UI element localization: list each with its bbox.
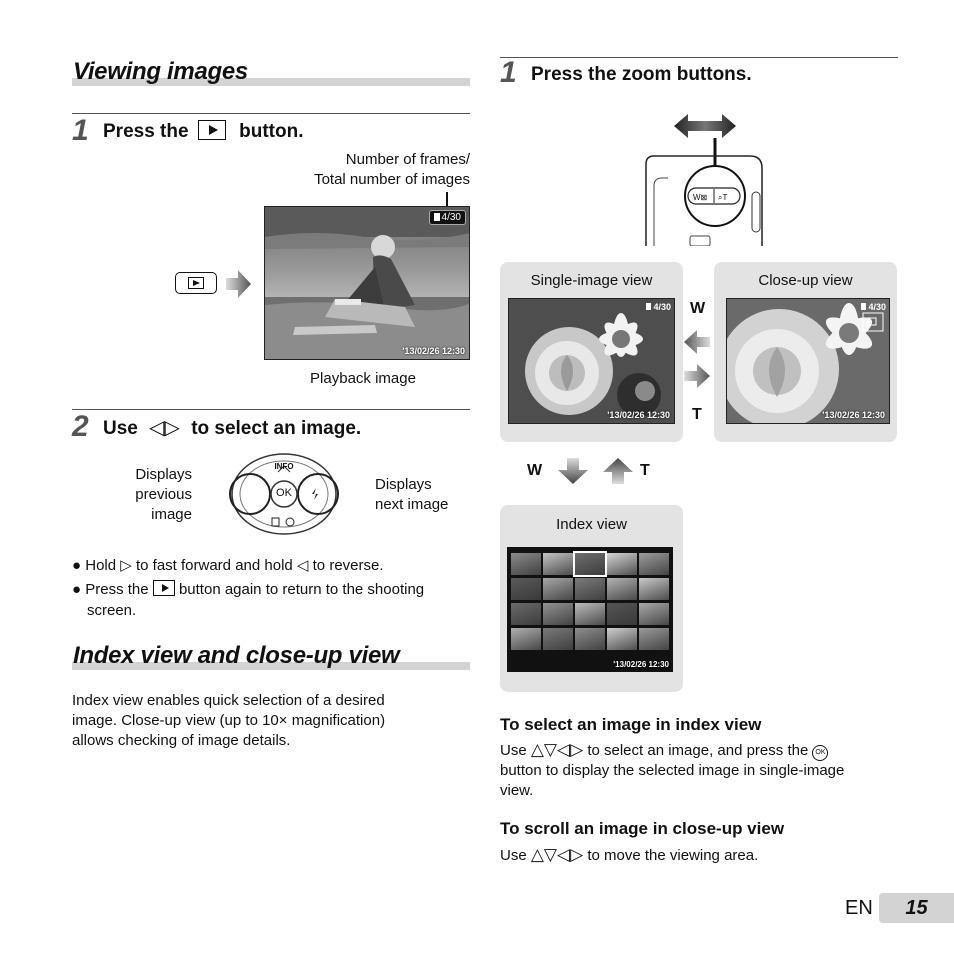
- select-text: to select an image, and press the: [587, 742, 809, 759]
- frame-counter-badge: [429, 210, 466, 225]
- index-thumbnail[interactable]: [575, 603, 605, 625]
- next-label-1: Displays: [375, 476, 432, 493]
- single-image-view-label: Single-image view: [530, 272, 653, 289]
- four-way-arrows-icon: △▽◁▷: [530, 740, 584, 759]
- step-2-post: to select an image.: [191, 418, 362, 439]
- arrow-right-icon: [226, 268, 252, 300]
- single-image-photo: [508, 298, 675, 424]
- index-thumbnail[interactable]: [607, 578, 637, 600]
- frame-counter: 4/30: [441, 212, 461, 223]
- bullet-2: ● Press the button again to return to the shooting: [72, 581, 425, 598]
- close-up-view-panel: [714, 262, 897, 442]
- frame-counter: 4/30: [653, 302, 671, 312]
- index-view-panel: [500, 505, 683, 692]
- index-thumbnail[interactable]: [607, 628, 637, 650]
- playback-image-caption: Playback image: [310, 370, 416, 387]
- scroll-line: [500, 845, 758, 866]
- bullet-1-c: to reverse.: [312, 557, 384, 574]
- frame-counter: 4/30: [868, 302, 886, 312]
- zoom-w-label: W: [690, 300, 706, 317]
- index-thumbnail[interactable]: [543, 578, 573, 600]
- step-number: 1: [500, 56, 517, 89]
- bullet-2-b: button again to return to the shooting: [178, 581, 425, 598]
- svg-text:⌕T: ⌕T: [718, 193, 728, 202]
- playback-image-content: [265, 207, 470, 360]
- memory-card-icon: [861, 303, 866, 310]
- divider: [500, 57, 898, 58]
- select-line-1: [500, 740, 828, 761]
- prev-label-1: Displays: [135, 466, 192, 483]
- step-1-instruction: [103, 120, 303, 143]
- index-thumbnail[interactable]: [639, 628, 669, 650]
- prev-label-2: previous: [135, 486, 192, 503]
- callout-line-1: Number of frames/: [345, 151, 470, 168]
- arrow-up-icon: [602, 458, 634, 484]
- scroll-use: Use: [500, 847, 527, 864]
- page-number: 15: [879, 893, 954, 923]
- closeup-datetime: '13/02/26 12:30: [822, 410, 885, 420]
- intro-line-2: image. Close-up view (up to 10× magnification): [72, 712, 386, 729]
- index-w-label: W: [527, 462, 543, 479]
- select-line-3: view.: [500, 782, 534, 799]
- index-thumbnail[interactable]: [607, 553, 637, 575]
- index-view-label: Index view: [556, 516, 627, 533]
- section-title-index-view: Index view and close-up view: [73, 642, 400, 669]
- zoom-step-instruction: Press the zoom buttons.: [531, 64, 752, 85]
- frame-counter-badge: [646, 302, 671, 312]
- index-thumbnail[interactable]: [639, 578, 669, 600]
- index-thumbnail[interactable]: [575, 628, 605, 650]
- prev-label-3: image: [151, 506, 192, 523]
- dial-ok-label: OK: [276, 487, 292, 499]
- index-thumbnail[interactable]: [511, 603, 541, 625]
- svg-text:W⊠: W⊠: [693, 193, 708, 202]
- index-thumbnail[interactable]: [575, 578, 605, 600]
- ok-button-icon: OK: [812, 745, 828, 761]
- select-line-2: button to display the selected image in single-image: [500, 762, 845, 779]
- close-up-view-label: Close-up view: [758, 272, 853, 289]
- close-up-photo: [726, 298, 890, 424]
- zoom-t-label: T: [692, 406, 702, 423]
- right-arrow-icon: ▷: [120, 557, 132, 574]
- step-1-pre: Press the: [103, 121, 189, 142]
- index-thumbnail[interactable]: [511, 578, 541, 600]
- section-title-viewing-images: Viewing images: [73, 58, 248, 85]
- callout-line-2: Total number of images: [314, 171, 470, 188]
- playback-button-icon: [198, 120, 226, 140]
- step-2-instruction: [103, 417, 361, 440]
- arrow-left-icon: [684, 328, 710, 356]
- scroll-text: to move the viewing area.: [587, 847, 759, 864]
- bullet-1: ● Hold ▷ to fast forward and hold ◁ to reverse.: [72, 557, 384, 574]
- index-thumbnail[interactable]: [639, 603, 669, 625]
- bullet-1-b: to fast forward and hold: [135, 557, 293, 574]
- four-way-arrows-icon: △▽◁▷: [530, 845, 584, 864]
- index-grid-screen: [507, 547, 673, 672]
- single-image-view-panel: [500, 262, 683, 442]
- playback-button-icon: [153, 580, 175, 596]
- bullet-2-cont: screen.: [87, 602, 137, 619]
- left-arrow-icon: ◁: [296, 557, 309, 574]
- intro-line-3: allows checking of image details.: [72, 732, 291, 749]
- index-thumbnail[interactable]: [543, 603, 573, 625]
- index-thumbnail[interactable]: [511, 628, 541, 650]
- index-t-label: T: [640, 462, 650, 479]
- language-label: EN: [845, 897, 873, 919]
- memory-card-icon: [434, 213, 440, 221]
- step-number: 1: [72, 114, 89, 147]
- index-thumbnail[interactable]: [511, 553, 541, 575]
- divider: [72, 113, 470, 114]
- next-label-2: next image: [375, 496, 449, 513]
- left-right-arrows-icon: ◁▷: [149, 417, 180, 439]
- arrow-down-icon: [557, 458, 589, 484]
- bullet-2-a: Press the: [85, 581, 149, 598]
- step-number: 2: [72, 410, 89, 443]
- index-thumbnail[interactable]: [575, 553, 605, 575]
- bullet-1-a: Hold: [85, 557, 117, 574]
- index-thumbnail[interactable]: [639, 553, 669, 575]
- single-datetime: '13/02/26 12:30: [607, 410, 670, 420]
- index-thumbnail[interactable]: [607, 603, 637, 625]
- rose-photo: [509, 299, 675, 424]
- index-datetime: '13/02/26 12:30: [613, 660, 669, 669]
- frame-counter-badge: [861, 302, 886, 312]
- select-heading: To select an image in index view: [500, 715, 762, 734]
- photo-datetime: '13/02/26 12:30: [402, 346, 465, 356]
- index-thumbnail[interactable]: [543, 628, 573, 650]
- playback-button-icon: [175, 272, 217, 294]
- divider: [72, 409, 470, 410]
- rose-closeup-photo: [727, 299, 890, 424]
- camera-zoom-illustration: [640, 112, 770, 246]
- intro-line-1: Index view enables quick selection of a desired: [72, 692, 385, 709]
- scroll-heading: To scroll an image in close-up view: [500, 819, 785, 838]
- control-dial: [228, 452, 340, 536]
- memory-card-icon: [646, 303, 651, 310]
- select-use: Use: [500, 742, 527, 759]
- step-2-pre: Use: [103, 418, 138, 439]
- step-1-post: button.: [239, 121, 304, 142]
- playback-image: [264, 206, 470, 360]
- arrow-right-icon: [684, 362, 710, 390]
- dial-info-label: INFO: [274, 462, 294, 471]
- index-thumbnail[interactable]: [543, 553, 573, 575]
